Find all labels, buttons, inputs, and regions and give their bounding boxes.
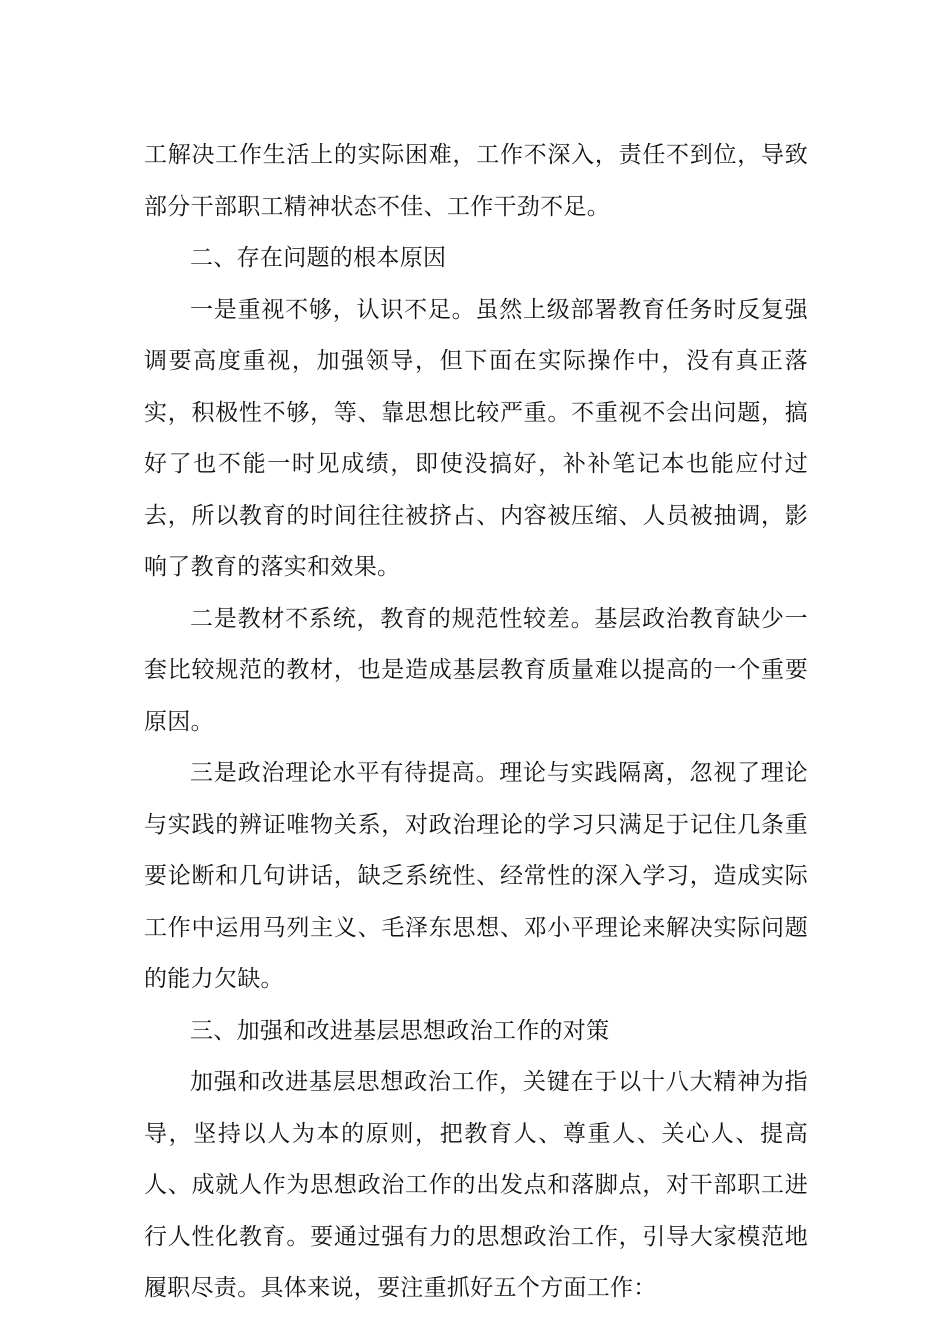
document-body (144, 130, 808, 1315)
paragraph-cause-two: 二是教材不系统，教育的规范性较差。基层政治教育缺少一套比较规范的教材，也是造成基层教育质量难以提高的一个重要原因。 (144, 605, 808, 735)
paragraph-cause-three: 三是政治理论水平有待提高。理论与实践隔离，忽视了理论与实践的辨证唯物关系，对政治理论的学习只满足于记住几条重要论断和几句讲话，缺乏系统性、经常性的深入学习，造成实际工作中运用马列主义、毛泽东思想、邓小平理论来解决实际问题的能力欠缺。 (144, 760, 808, 992)
section-heading-countermeasures: 三、加强和改进基层思想政治工作的对策 (190, 1017, 610, 1044)
paragraph-continuation: 工解决工作生活上的实际困难，工作不深入，责任不到位，导致部分干部职工精神状态不佳、工作干劲不足。 (144, 142, 808, 220)
paragraph-countermeasures-intro: 加强和改进基层思想政治工作，关键在于以十八大精神为指导，坚持以人为本的原则，把教育人、尊重人、关心人、提高人、成就人作为思想政治工作的出发点和落脚点，对干部职工进行人性化教育。要通过强有力的思想政治工作，引导大家模范地履职尽责。具体来说，要注重抓好五个方面工作： (144, 1069, 808, 1301)
paragraph-cause-one: 一是重视不够，认识不足。虽然上级部署教育任务时反复强调要高度重视，加强领导，但下面在实际操作中，没有真正落实，积极性不够，等、靠思想比较严重。不重视不会出问题，搞好了也不能一时见成绩，即使没搞好，补补笔记本也能应付过去，所以教育的时间往往被挤占、内容被压缩、人员被抽调，影响了教育的落实和效果。 (144, 296, 808, 580)
section-heading-root-causes: 二、存在问题的根本原因 (190, 245, 447, 271)
